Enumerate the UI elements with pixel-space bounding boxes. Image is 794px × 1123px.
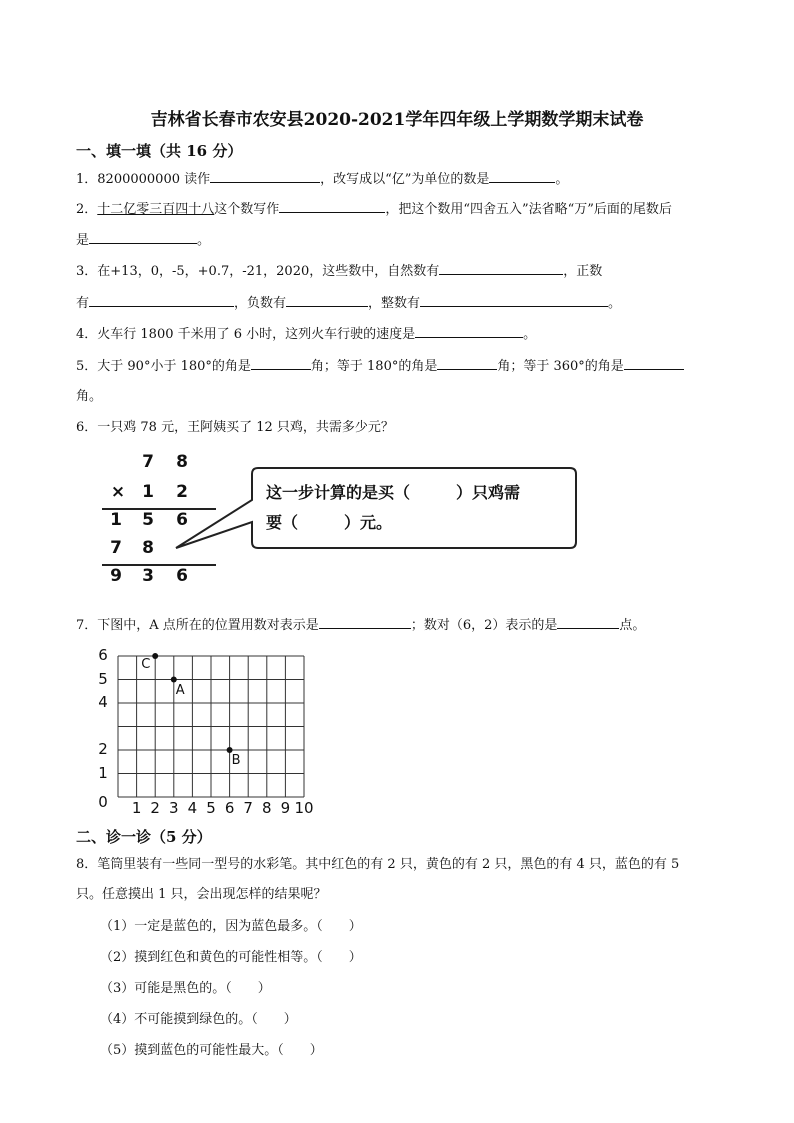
calc-digit: 6 [176,510,188,530]
calc-digit: 7 [110,538,122,558]
x-tick-label: 3 [169,799,179,817]
bubble-text-2a: 要（ [266,513,299,532]
q3-text-e: ，整数有 [368,296,421,311]
q3-text-f: 。 [608,296,622,311]
q3-text-d: ，负数有 [234,296,287,311]
q5-text-d: 角。 [76,389,103,404]
calc-digit: 7 [142,452,154,472]
q2-text-b: ，把这个数用“四舍五入”法省略“万”后面的尾数后 [385,202,672,217]
q2-text-c: 是 [76,233,90,248]
question-6 [76,416,394,435]
question-4 [76,323,536,342]
q3-text-c: 有 [76,296,90,311]
question-7 [76,614,645,633]
q8-text-1: 笔筒里装有一些同一型号的水彩笔。其中红色的有 2 只，黄色的有 2 只，黑色的有 4 只，蓝色的有 5 [97,857,680,872]
x-tick-label: 4 [187,799,198,817]
q3-text-b: ，正数 [563,264,603,279]
calc-digit: 8 [176,452,188,472]
calc-digit: 2 [176,482,188,502]
question-5-line-2 [76,385,102,404]
y-tick-label: 2 [98,740,108,758]
q8-item-4: （4）不可能摸到绿色的。（ ） [100,1012,297,1027]
q1-blank-1 [210,169,320,183]
bubble-text-1b: ）只鸡需 [456,483,521,502]
q1-text-c: 。 [555,172,569,187]
x-tick-label: 6 [224,799,235,817]
q6-number: 6． [76,420,98,435]
q5-text-a: 大于 90°小于 180°的角是 [97,359,251,374]
q5-text-c: 角；等于 360°的角是 [497,359,624,374]
calc-digit: 9 [110,566,122,586]
q5-blank-1 [251,356,311,370]
q7-text-a: 下图中，A 点所在的位置用数对表示是 [97,618,319,633]
y-tick-label: 4 [98,693,108,711]
point-label-b: B [231,753,241,768]
q2-number: 2． [76,202,98,217]
q7-blank-2 [557,615,619,629]
y-tick-label: 0 [98,793,108,811]
calc-digit: 8 [142,538,154,558]
q7-text-c: 点。 [619,618,646,633]
grid-lines [92,642,322,820]
q3-number: 3． [76,264,98,279]
q3-blank-1 [439,261,563,275]
x-tick-label: 7 [243,799,253,817]
q1-blank-2 [489,169,555,183]
q1-text-a: 8200000000 读作 [97,172,211,187]
q4-blank-1 [415,324,523,338]
question-2-line-2 [76,229,210,248]
q7-number: 7． [76,618,98,633]
x-tick-label: 8 [262,799,272,817]
calc-digit: 1 [142,482,154,502]
q7-blank-1 [319,615,411,629]
q1-number: 1． [76,172,98,187]
multiplication-figure [100,448,590,593]
question-2 [76,198,672,217]
section-2-heading: 二、诊一诊（5 分） [76,828,212,846]
section-1-heading: 一、填一填（共 16 分） [76,142,243,160]
q5-text-b: 角；等于 180°的角是 [310,359,438,374]
point-label-a: A [175,682,185,698]
question-8-line-2: 只。任意摸出 1 只，会出现怎样的结果呢？ [76,887,327,902]
question-3-line-2 [76,292,621,311]
q5-blank-3 [624,356,684,370]
question-8-line-1 [76,853,679,872]
q2-blank-1 [279,199,385,213]
y-tick-label: 6 [98,646,108,664]
q8-item-5: （5）摸到蓝色的可能性最大。（ ） [100,1043,323,1058]
q7-text-b: ；数对（6，2）表示的是 [410,618,558,633]
x-tick-label: 10 [294,799,314,817]
point-c [152,653,158,659]
q5-blank-2 [437,356,497,370]
calc-digit: 3 [142,566,154,586]
q2-blank-2 [89,230,197,244]
q3-blank-4 [420,293,608,307]
bubble-text-2b: ）元。 [344,513,393,532]
y-tick-label: 1 [98,763,108,782]
page-title: 吉林省长春市农安县2020-2021学年四年级上学期数学期末试卷 [150,110,644,130]
q3-blank-3 [286,293,368,307]
bubble-line-1 [266,480,520,503]
q2-underlined-number: 十二亿零三百四十八 [97,202,215,217]
q6-text: 一只鸡 78 元，王阿姨买了 12 只鸡，共需多少元？ [97,420,394,435]
q8-item-1: （1）一定是蓝色的，因为蓝色最多。（ ） [100,919,362,934]
calc-digit: 5 [142,510,154,530]
bubble-text-1a: 这一步计算的是买（ [266,483,411,502]
x-tick-label: 1 [131,799,142,817]
x-tick-label: 9 [280,799,291,817]
x-tick-label: 5 [206,799,216,817]
q4-text-a: 火车行 1800 千米用了 6 小时，这列火车行驶的速度是 [97,327,416,342]
q8-number: 8． [76,857,98,872]
question-1 [76,168,568,187]
question-3 [76,260,602,279]
coordinate-grid [92,642,322,820]
q3-blank-2 [89,293,234,307]
q4-text-b: 。 [523,327,537,342]
calc-times-sign: × [110,482,126,502]
q1-text-b: ，改写成以“亿”为单位的数是 [320,172,490,187]
q5-number: 5． [76,359,98,374]
q2-text-a: 这个数写作 [214,202,280,217]
q3-text-a: 在+13，0，-5，+0.7，-21，2020，这些数中，自然数有 [97,264,440,279]
point-label-c: C [141,657,151,672]
q8-item-3: （3）可能是黑色的。（ ） [100,981,271,996]
bubble-line-2 [266,510,392,533]
q8-item-2: （2）摸到红色和黄色的可能性相等。（ ） [100,950,362,965]
calc-digit: 6 [176,566,188,586]
y-tick-label: 5 [98,669,108,688]
x-tick-label: 2 [150,799,160,817]
q4-number: 4． [76,327,98,342]
calc-digit: 1 [110,510,122,530]
question-5 [76,355,684,374]
q2-text-d: 。 [197,233,211,248]
